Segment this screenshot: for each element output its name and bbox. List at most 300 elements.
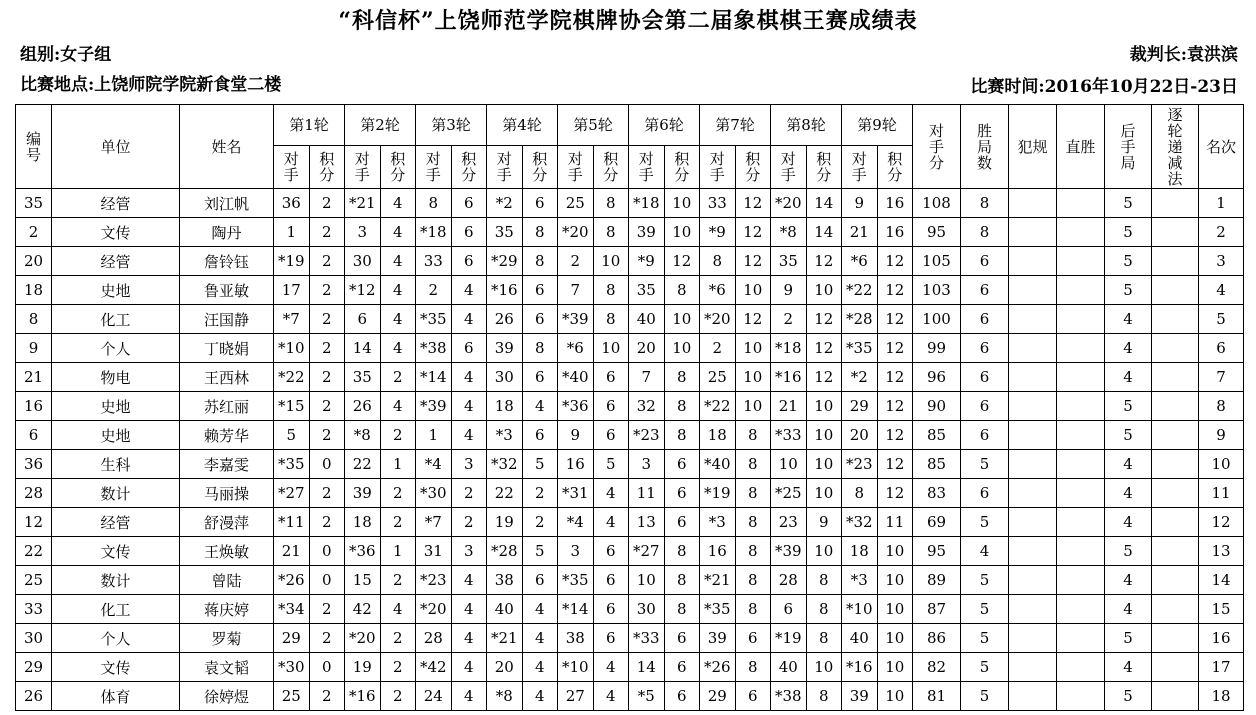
header-direct-win: 直胜	[1057, 105, 1105, 189]
cell-opponent-r8: 10	[771, 450, 807, 479]
cell-opponent-r9: *6	[842, 247, 878, 276]
cell-wins: 6	[961, 305, 1009, 334]
cell-opponent-r5: 27	[558, 682, 594, 711]
cell-rank: 6	[1199, 334, 1244, 363]
cell-opponent-r6: *33	[629, 624, 665, 653]
group-label: 组别:女子组	[20, 45, 112, 65]
table-row	[16, 247, 1244, 276]
header-score-r8: 积分	[806, 146, 842, 189]
cell-unit: 个人	[52, 334, 180, 363]
cell-opponent-r1: 36	[274, 189, 310, 218]
cell-direct-win	[1057, 421, 1105, 450]
cell-opponent-r8: 28	[771, 566, 807, 595]
table-row	[16, 392, 1244, 421]
cell-score-r2: 1	[380, 450, 416, 479]
cell-opponent-r7: 29	[700, 682, 736, 711]
cell-score-r6: 6	[664, 682, 700, 711]
cell-opponent-r2: *21	[345, 189, 381, 218]
cell-score-r3: 4	[451, 363, 487, 392]
cell-score-r2: 1	[380, 537, 416, 566]
cell-direct-win	[1057, 218, 1105, 247]
venue-label: 比赛地点:上饶师院学院新食堂二楼	[20, 75, 282, 95]
cell-opponent-r1: 1	[274, 218, 310, 247]
cell-opponent-r6: *9	[629, 247, 665, 276]
cell-opponent-r4: *32	[487, 450, 523, 479]
cell-score-r1: 0	[309, 653, 345, 682]
cell-opponent-r1: *10	[274, 334, 310, 363]
cell-number: 22	[16, 537, 52, 566]
cell-name: 袁文韬	[180, 653, 274, 682]
cell-direct-win	[1057, 508, 1105, 537]
cell-opponent-r8: 23	[771, 508, 807, 537]
cell-second-mover: 5	[1105, 392, 1152, 421]
cell-score-r7: 8	[735, 595, 771, 624]
cell-opponent-r4: 18	[487, 392, 523, 421]
table-row	[16, 566, 1244, 595]
cell-opponent-r6: 40	[629, 305, 665, 334]
cell-opponent-r1: *22	[274, 363, 310, 392]
cell-direct-win	[1057, 479, 1105, 508]
cell-rank: 7	[1199, 363, 1244, 392]
cell-opponent-r4: 20	[487, 653, 523, 682]
cell-opponent-r8: *33	[771, 421, 807, 450]
cell-opponent-r4: *28	[487, 537, 523, 566]
cell-score-r3: 6	[451, 189, 487, 218]
cell-opponent-r2: 42	[345, 595, 381, 624]
table-body	[16, 189, 1244, 711]
cell-name: 刘江帆	[180, 189, 274, 218]
cell-opponent-score: 86	[913, 624, 961, 653]
cell-score-r5: 6	[593, 595, 629, 624]
cell-opponent-r2: 18	[345, 508, 381, 537]
cell-name: 丁晓娟	[180, 334, 274, 363]
header-wins: 胜局数	[961, 105, 1009, 189]
cell-number: 30	[16, 624, 52, 653]
cell-number: 6	[16, 421, 52, 450]
header-opponent-r1: 对手	[274, 146, 310, 189]
cell-score-r4: 5	[522, 537, 558, 566]
cell-score-r6: 8	[664, 392, 700, 421]
cell-score-r8: 8	[806, 682, 842, 711]
cell-opponent-r6: *23	[629, 421, 665, 450]
cell-opponent-r4: *21	[487, 624, 523, 653]
cell-score-r8: 8	[806, 595, 842, 624]
cell-score-r9: 12	[877, 276, 913, 305]
cell-opponent-r9: *28	[842, 305, 878, 334]
cell-opponent-score: 103	[913, 276, 961, 305]
cell-score-r7: 8	[735, 508, 771, 537]
cell-decrement	[1152, 218, 1199, 247]
header-round-8: 第8轮	[771, 105, 842, 146]
cell-score-r9: 12	[877, 247, 913, 276]
cell-score-r5: 4	[593, 653, 629, 682]
cell-score-r4: 6	[522, 566, 558, 595]
header-round-7: 第7轮	[700, 105, 771, 146]
cell-opponent-r2: 14	[345, 334, 381, 363]
cell-second-mover: 5	[1105, 682, 1152, 711]
cell-foul	[1009, 276, 1057, 305]
cell-score-r2: 4	[380, 392, 416, 421]
cell-opponent-r5: *10	[558, 653, 594, 682]
cell-rank: 9	[1199, 421, 1244, 450]
cell-opponent-r1: 25	[274, 682, 310, 711]
cell-score-r6: 8	[664, 421, 700, 450]
cell-direct-win	[1057, 595, 1105, 624]
cell-second-mover: 5	[1105, 421, 1152, 450]
cell-opponent-r9: 8	[842, 479, 878, 508]
cell-unit: 文传	[52, 537, 180, 566]
cell-decrement	[1152, 421, 1199, 450]
cell-opponent-r5: *36	[558, 392, 594, 421]
cell-opponent-r9: 21	[842, 218, 878, 247]
cell-score-r9: 12	[877, 392, 913, 421]
cell-score-r1: 2	[309, 508, 345, 537]
cell-second-mover: 5	[1105, 189, 1152, 218]
cell-unit: 生科	[52, 450, 180, 479]
header-score-r7: 积分	[735, 146, 771, 189]
cell-decrement	[1152, 334, 1199, 363]
cell-score-r5: 6	[593, 624, 629, 653]
cell-score-r2: 2	[380, 363, 416, 392]
cell-unit: 文传	[52, 653, 180, 682]
header-score-r3: 积分	[451, 146, 487, 189]
cell-score-r4: 8	[522, 247, 558, 276]
cell-score-r8: 12	[806, 334, 842, 363]
cell-opponent-r6: 14	[629, 653, 665, 682]
cell-score-r1: 2	[309, 479, 345, 508]
cell-opponent-r3: *14	[416, 363, 452, 392]
table-row	[16, 363, 1244, 392]
cell-opponent-r5: *39	[558, 305, 594, 334]
cell-score-r9: 10	[877, 653, 913, 682]
header-score-r1: 积分	[309, 146, 345, 189]
cell-opponent-score: 99	[913, 334, 961, 363]
header-round-5: 第5轮	[558, 105, 629, 146]
cell-foul	[1009, 653, 1057, 682]
cell-opponent-r9: 9	[842, 189, 878, 218]
date-label: 比赛时间:2016年10月22日-23日	[970, 77, 1238, 97]
cell-foul	[1009, 421, 1057, 450]
table-row	[16, 450, 1244, 479]
cell-opponent-score: 85	[913, 450, 961, 479]
cell-score-r6: 6	[664, 479, 700, 508]
table-row	[16, 624, 1244, 653]
cell-score-r5: 6	[593, 537, 629, 566]
cell-score-r7: 10	[735, 392, 771, 421]
cell-opponent-r5: *35	[558, 566, 594, 595]
cell-opponent-r5: *31	[558, 479, 594, 508]
cell-opponent-score: 100	[913, 305, 961, 334]
table-row	[16, 508, 1244, 537]
cell-score-r8: 14	[806, 218, 842, 247]
cell-name: 鲁亚敏	[180, 276, 274, 305]
cell-score-r2: 2	[380, 421, 416, 450]
cell-opponent-r8: *20	[771, 189, 807, 218]
cell-number: 12	[16, 508, 52, 537]
cell-number: 25	[16, 566, 52, 595]
cell-rank: 4	[1199, 276, 1244, 305]
cell-score-r5: 5	[593, 450, 629, 479]
cell-wins: 6	[961, 479, 1009, 508]
cell-score-r8: 9	[806, 508, 842, 537]
cell-foul	[1009, 334, 1057, 363]
cell-number: 18	[16, 276, 52, 305]
cell-direct-win	[1057, 682, 1105, 711]
cell-opponent-r5: 7	[558, 276, 594, 305]
cell-score-r5: 6	[593, 421, 629, 450]
cell-second-mover: 4	[1105, 305, 1152, 334]
cell-opponent-r3: *38	[416, 334, 452, 363]
header-rank: 名次	[1199, 105, 1244, 189]
cell-decrement	[1152, 508, 1199, 537]
cell-opponent-r7: *26	[700, 653, 736, 682]
cell-wins: 6	[961, 247, 1009, 276]
cell-foul	[1009, 450, 1057, 479]
header-opponent-r8: 对手	[771, 146, 807, 189]
cell-second-mover: 4	[1105, 334, 1152, 363]
cell-rank: 18	[1199, 682, 1244, 711]
cell-score-r5: 10	[593, 247, 629, 276]
cell-name: 汪国静	[180, 305, 274, 334]
cell-rank: 11	[1199, 479, 1244, 508]
cell-opponent-r2: 39	[345, 479, 381, 508]
cell-opponent-r6: 3	[629, 450, 665, 479]
cell-score-r4: 6	[522, 305, 558, 334]
cell-second-mover: 4	[1105, 653, 1152, 682]
cell-score-r6: 10	[664, 189, 700, 218]
cell-opponent-r1: *19	[274, 247, 310, 276]
table-row	[16, 218, 1244, 247]
cell-opponent-r3: *35	[416, 305, 452, 334]
cell-score-r8: 10	[806, 392, 842, 421]
cell-second-mover: 4	[1105, 566, 1152, 595]
cell-opponent-r4: 26	[487, 305, 523, 334]
cell-rank: 15	[1199, 595, 1244, 624]
cell-opponent-r1: 17	[274, 276, 310, 305]
cell-opponent-r6: 35	[629, 276, 665, 305]
cell-score-r6: 10	[664, 305, 700, 334]
cell-name: 徐婷煜	[180, 682, 274, 711]
cell-foul	[1009, 566, 1057, 595]
cell-opponent-r4: *16	[487, 276, 523, 305]
cell-opponent-r1: *30	[274, 653, 310, 682]
cell-opponent-r2: *12	[345, 276, 381, 305]
cell-opponent-score: 105	[913, 247, 961, 276]
cell-decrement	[1152, 595, 1199, 624]
cell-second-mover: 5	[1105, 247, 1152, 276]
cell-opponent-r2: 22	[345, 450, 381, 479]
cell-score-r9: 16	[877, 218, 913, 247]
cell-opponent-r2: 3	[345, 218, 381, 247]
cell-foul	[1009, 595, 1057, 624]
cell-wins: 5	[961, 653, 1009, 682]
cell-opponent-r7: 25	[700, 363, 736, 392]
cell-opponent-r5: *14	[558, 595, 594, 624]
cell-foul	[1009, 537, 1057, 566]
header-second-mover: 后手局	[1105, 105, 1152, 189]
cell-score-r5: 8	[593, 218, 629, 247]
header-round-9: 第9轮	[842, 105, 913, 146]
cell-rank: 1	[1199, 189, 1244, 218]
cell-score-r1: 2	[309, 363, 345, 392]
cell-score-r2: 4	[380, 189, 416, 218]
cell-opponent-r6: *18	[629, 189, 665, 218]
cell-opponent-r5: *20	[558, 218, 594, 247]
cell-opponent-r9: 18	[842, 537, 878, 566]
cell-wins: 5	[961, 450, 1009, 479]
cell-opponent-r5: 9	[558, 421, 594, 450]
cell-score-r9: 10	[877, 624, 913, 653]
cell-direct-win	[1057, 276, 1105, 305]
cell-opponent-r4: *29	[487, 247, 523, 276]
cell-opponent-r4: *3	[487, 421, 523, 450]
cell-rank: 14	[1199, 566, 1244, 595]
cell-opponent-r7: 8	[700, 247, 736, 276]
cell-opponent-score: 90	[913, 392, 961, 421]
cell-opponent-r7: *22	[700, 392, 736, 421]
cell-foul	[1009, 624, 1057, 653]
cell-score-r4: 6	[522, 276, 558, 305]
cell-decrement	[1152, 392, 1199, 421]
cell-opponent-r3: 24	[416, 682, 452, 711]
cell-opponent-score: 83	[913, 479, 961, 508]
cell-name: 詹铃钰	[180, 247, 274, 276]
cell-score-r5: 4	[593, 682, 629, 711]
cell-score-r3: 4	[451, 276, 487, 305]
cell-name: 马丽操	[180, 479, 274, 508]
chief-judge-label: 裁判长:袁洪滨	[1129, 45, 1238, 65]
cell-foul	[1009, 363, 1057, 392]
cell-score-r4: 2	[522, 479, 558, 508]
cell-unit: 史地	[52, 421, 180, 450]
cell-opponent-score: 81	[913, 682, 961, 711]
cell-score-r2: 4	[380, 247, 416, 276]
cell-score-r4: 6	[522, 189, 558, 218]
cell-opponent-r2: 15	[345, 566, 381, 595]
cell-wins: 5	[961, 624, 1009, 653]
cell-score-r9: 16	[877, 189, 913, 218]
cell-score-r2: 2	[380, 508, 416, 537]
cell-wins: 8	[961, 218, 1009, 247]
cell-number: 20	[16, 247, 52, 276]
cell-score-r3: 4	[451, 566, 487, 595]
cell-opponent-r6: 20	[629, 334, 665, 363]
header-round-1: 第1轮	[274, 105, 345, 146]
cell-opponent-r1: *35	[274, 450, 310, 479]
cell-opponent-r3: *4	[416, 450, 452, 479]
cell-opponent-r6: *27	[629, 537, 665, 566]
cell-direct-win	[1057, 305, 1105, 334]
cell-score-r3: 2	[451, 479, 487, 508]
cell-opponent-r2: 30	[345, 247, 381, 276]
header-decrement: 逐轮递减法	[1152, 105, 1199, 189]
cell-opponent-r7: *9	[700, 218, 736, 247]
cell-opponent-r3: 33	[416, 247, 452, 276]
cell-unit: 个人	[52, 624, 180, 653]
cell-score-r8: 8	[806, 566, 842, 595]
cell-opponent-r3: 28	[416, 624, 452, 653]
cell-score-r3: 4	[451, 682, 487, 711]
table-row	[16, 421, 1244, 450]
cell-score-r4: 4	[522, 682, 558, 711]
cell-opponent-r2: *8	[345, 421, 381, 450]
cell-opponent-r3: *39	[416, 392, 452, 421]
cell-second-mover: 5	[1105, 537, 1152, 566]
cell-opponent-r8: 2	[771, 305, 807, 334]
cell-rank: 10	[1199, 450, 1244, 479]
cell-wins: 6	[961, 363, 1009, 392]
cell-score-r3: 4	[451, 392, 487, 421]
cell-decrement	[1152, 276, 1199, 305]
cell-opponent-r7: *35	[700, 595, 736, 624]
cell-opponent-r8: 21	[771, 392, 807, 421]
cell-opponent-r6: 13	[629, 508, 665, 537]
cell-decrement	[1152, 450, 1199, 479]
cell-unit: 文传	[52, 218, 180, 247]
cell-unit: 史地	[52, 392, 180, 421]
cell-score-r7: 6	[735, 624, 771, 653]
cell-opponent-r7: 18	[700, 421, 736, 450]
cell-opponent-r3: 1	[416, 421, 452, 450]
cell-number: 2	[16, 218, 52, 247]
cell-foul	[1009, 508, 1057, 537]
cell-score-r1: 2	[309, 421, 345, 450]
cell-score-r3: 4	[451, 624, 487, 653]
header-round-6: 第6轮	[629, 105, 700, 146]
cell-foul	[1009, 218, 1057, 247]
cell-number: 21	[16, 363, 52, 392]
cell-opponent-r3: *30	[416, 479, 452, 508]
cell-decrement	[1152, 479, 1199, 508]
cell-rank: 8	[1199, 392, 1244, 421]
cell-score-r9: 12	[877, 363, 913, 392]
table-row	[16, 189, 1244, 218]
cell-opponent-r3: *23	[416, 566, 452, 595]
cell-opponent-r1: *7	[274, 305, 310, 334]
cell-opponent-r7: 2	[700, 334, 736, 363]
header-score-r2: 积分	[380, 146, 416, 189]
cell-number: 33	[16, 595, 52, 624]
cell-opponent-r5: 2	[558, 247, 594, 276]
cell-number: 35	[16, 189, 52, 218]
sheet-title: “科信杯”上饶师范学院棋牌协会第二届象棋棋王赛成绩表	[338, 8, 918, 34]
cell-foul	[1009, 392, 1057, 421]
cell-decrement	[1152, 363, 1199, 392]
cell-unit: 物电	[52, 363, 180, 392]
cell-number: 26	[16, 682, 52, 711]
cell-opponent-r8: *39	[771, 537, 807, 566]
cell-number: 16	[16, 392, 52, 421]
cell-opponent-r1: *27	[274, 479, 310, 508]
cell-opponent-r8: 6	[771, 595, 807, 624]
cell-score-r3: 4	[451, 421, 487, 450]
cell-opponent-r9: *16	[842, 653, 878, 682]
cell-opponent-r3: *18	[416, 218, 452, 247]
cell-wins: 5	[961, 508, 1009, 537]
cell-name: 陶丹	[180, 218, 274, 247]
cell-rank: 16	[1199, 624, 1244, 653]
cell-opponent-r9: *22	[842, 276, 878, 305]
results-table	[15, 104, 1244, 711]
cell-score-r4: 8	[522, 218, 558, 247]
cell-rank: 5	[1199, 305, 1244, 334]
cell-direct-win	[1057, 566, 1105, 595]
cell-rank: 3	[1199, 247, 1244, 276]
cell-wins: 5	[961, 595, 1009, 624]
cell-unit: 体育	[52, 682, 180, 711]
cell-score-r6: 6	[664, 653, 700, 682]
cell-number: 36	[16, 450, 52, 479]
